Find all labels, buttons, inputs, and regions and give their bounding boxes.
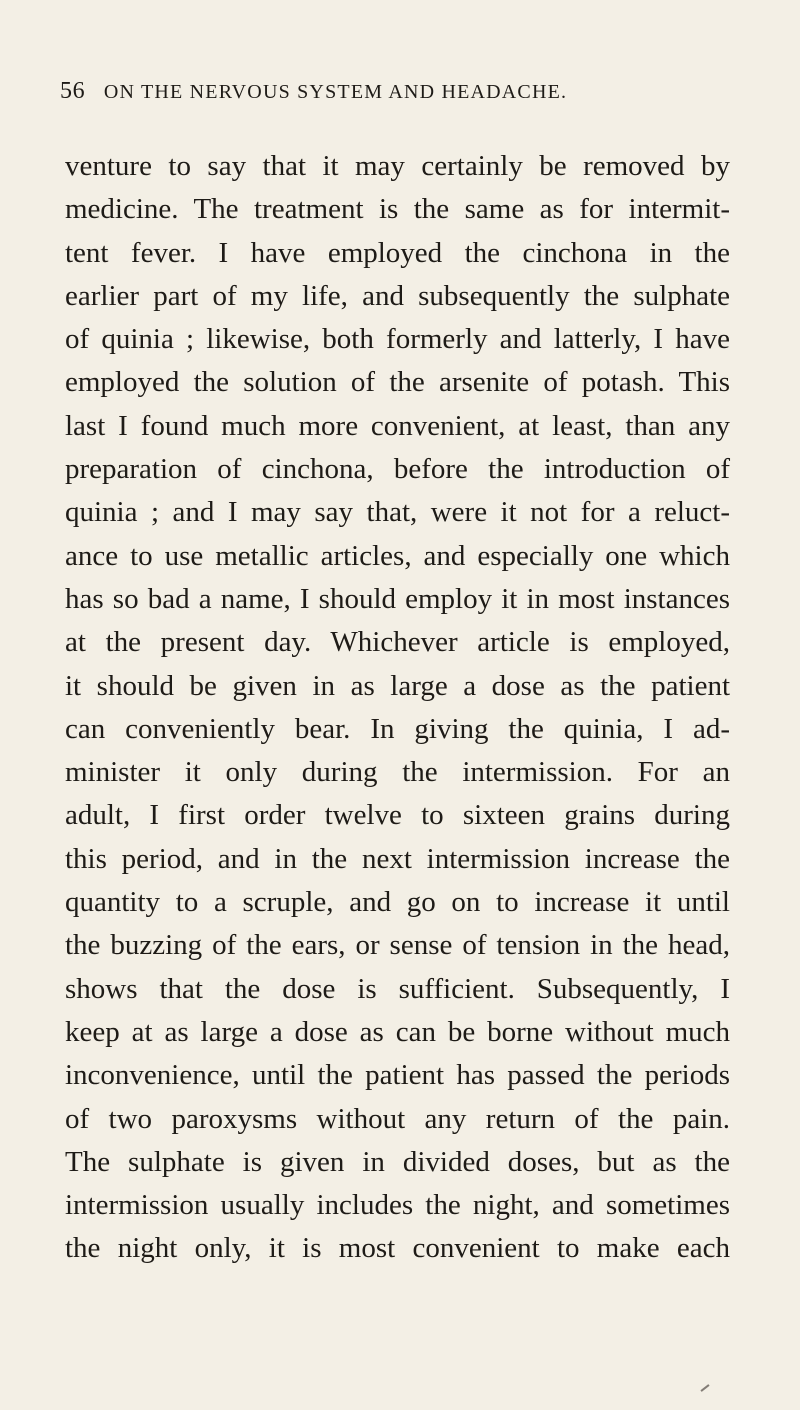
text-line: quinia ; and I may say that, were it not for a reluct-	[65, 496, 730, 529]
text-line: tent fever. I have employed the cinchona in the	[65, 236, 730, 269]
running-head-title: ON THE NERVOUS SYSTEM AND HEADACHE.	[103, 81, 568, 103]
page-number: 56	[60, 78, 86, 104]
text-line: can conveniently bear. In giving the quinia, I ad-	[65, 712, 730, 745]
text-line: shows that the dose is sufficient. Subsequently, I	[65, 972, 730, 1005]
text-line: The sulphate is given in divided doses, but as the	[65, 1145, 730, 1178]
text-line: the night only, it is most convenient to make each	[65, 1232, 730, 1265]
text-line: minister it only during the intermission. For an	[65, 756, 730, 789]
text-line: keep at as large a dose as can be borne without much	[65, 1015, 730, 1048]
text-line: has so bad a name, I should employ it in most instances	[65, 582, 730, 615]
text-line: last I found much more convenient, at least, than any	[65, 409, 730, 442]
text-line: of quinia ; likewise, both formerly and latterly, I have	[65, 323, 730, 356]
text-line: of two paroxysms without any return of the pain.	[65, 1102, 730, 1135]
text-line: it should be given in as large a dose as the patient	[65, 669, 730, 702]
text-line: intermission usually includes the night, and sometimes	[65, 1189, 730, 1222]
text-line: preparation of cinchona, before the introduction of	[65, 453, 730, 486]
running-head	[60, 78, 700, 108]
text-line: this period, and in the next intermission increase the	[65, 842, 730, 875]
text-line: employed the solution of the arsenite of potash. This	[65, 366, 730, 399]
text-line: the buzzing of the ears, or sense of tension in the head,	[65, 929, 730, 962]
text-line: inconvenience, until the patient has passed the periods	[65, 1059, 730, 1092]
body-text	[65, 145, 730, 1271]
text-line: earlier part of my life, and subsequently the sulphate	[65, 279, 730, 312]
text-line: at the present day. Whichever article is employed,	[65, 626, 730, 659]
text-line: adult, I first order twelve to sixteen grains during	[65, 799, 730, 832]
text-line: ance to use metallic articles, and especially one which	[65, 539, 730, 572]
text-line: venture to say that it may certainly be removed by	[65, 150, 730, 182]
ink-mark	[700, 1384, 709, 1392]
text-line: medicine. The treatment is the same as for intermit-	[65, 193, 730, 226]
text-line: quantity to a scruple, and go on to increase it until	[65, 886, 730, 919]
